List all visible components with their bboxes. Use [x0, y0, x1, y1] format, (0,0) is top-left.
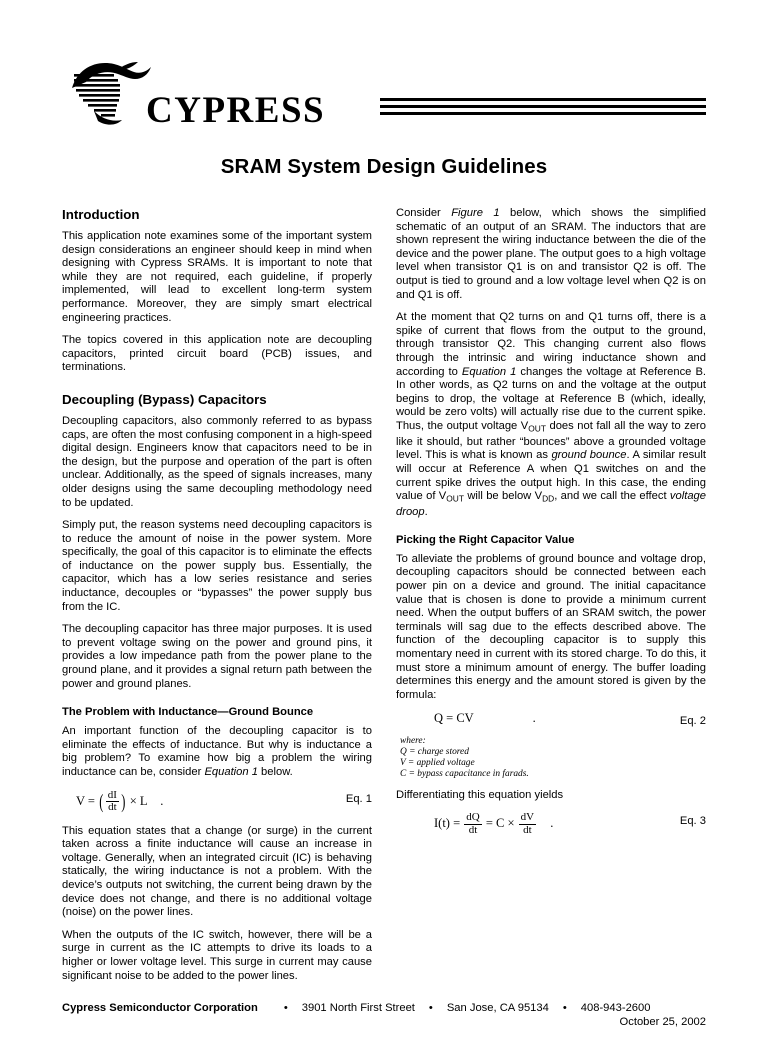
subsection-heading-picking-capacitor: Picking the Right Capacitor Value: [396, 533, 575, 546]
right-paragraph-2: [396, 311, 706, 520]
equation-1-body: V = ( $\frac{dI}{dt}$ ) × L .: [76, 788, 164, 814]
equation-1-reference: Equation 1: [204, 766, 258, 778]
equation-3-row: [396, 812, 706, 836]
footer-address: 3901 North First Street: [301, 1002, 415, 1014]
equation-2-notes: [396, 736, 706, 780]
equation-1-fraction: [106, 790, 119, 814]
equation-1-rhs: × L: [129, 793, 148, 808]
brand-name: CYPRESS: [146, 90, 326, 131]
equation-1-label: Eq. 1: [345, 792, 372, 805]
vout-subscript-1: OUT: [528, 423, 546, 434]
footer-date: October 25, 2002: [619, 1016, 706, 1028]
subsection-heading-inductance: The Problem with Inductance—Ground Bounce: [62, 706, 314, 719]
picking-paragraph-1: To alleviate the problems of ground bounce and voltage drop, decoupling capacitors should be connected between each power pin on a device and ground. The initial capacitance value that is chosen is done to provide a minimum current need. When the output buffers of an SRAM switch, the power terminals will sag due to the effects described above. The function of the decoupling capacitor is to supply this momentary need in current with its stored charge. To do this, it must store a minimum amount of energy. The buffer loading determines this energy and the amount stored is given by the formula:: [396, 552, 706, 701]
equation-3-middle: = C ×: [485, 816, 515, 831]
body-columns: [62, 207, 706, 983]
left-column: [62, 207, 372, 983]
equation-1-reference-2: Equation 1: [461, 365, 517, 378]
figure-1-reference: Figure 1: [451, 207, 500, 219]
inductance-paragraph-3: When the outputs of the IC switch, however, there will be a surge in current as the IC attempts to drive its loads to a higher or lower voltage level. This surge in current may cause significant noise to be added to the power lines.: [62, 928, 372, 982]
equation-1-lhs: V =: [76, 793, 95, 808]
equation-2-row: [396, 712, 706, 729]
equation-3-denominator-2: dt: [519, 824, 536, 837]
equation-2-note-v: V = applied voltage: [400, 757, 475, 768]
intro-paragraph-2: The topics covered in this application note are decoupling capacitors, printed circuit board (PCB) issues, and terminations.: [62, 334, 372, 374]
equation-3-denominator-1: dt: [464, 824, 481, 837]
equation-2-where: where:: [400, 735, 426, 746]
right-p2-text-d: . A similar result will occur at Reference A when Q1 switches on and the current spike drives the output high. In this case, the ending value of V: [396, 449, 706, 503]
logo-rules: [380, 98, 706, 119]
equation-3-body: I(t) = $\frac{dQ}{dt}$ = C × $\frac{dV}{dt}$ .: [434, 811, 554, 837]
document-page: [0, 52, 768, 1046]
differentiating-paragraph: Differentiating this equation yields: [396, 788, 564, 801]
equation-2-note-q: Q = charge stored: [400, 746, 469, 757]
equation-3-fraction-1: [464, 812, 481, 836]
equation-3-numerator-2: dV: [520, 811, 535, 824]
cypress-horse-logo-icon: [72, 58, 152, 130]
equation-1-row: [62, 790, 372, 814]
inductance-p1-text-b: below.: [257, 766, 293, 778]
equation-2-body: Q = CV .: [434, 711, 536, 726]
right-paren: ): [121, 790, 126, 813]
footer-company: Cypress Semiconductor Corporation: [62, 1002, 258, 1014]
vdd-subscript: DD: [542, 493, 555, 504]
right-p1-text-a: Consider: [396, 207, 452, 219]
page-title: SRAM System Design Guidelines: [220, 155, 548, 178]
equation-3-label: Eq. 3: [679, 815, 706, 828]
right-p2-text-g: .: [424, 506, 428, 519]
equation-3-numerator-1: dQ: [466, 811, 480, 824]
right-p2-text-f: , and we call the effect: [554, 490, 670, 503]
equation-3-lhs: I(t) =: [434, 816, 461, 831]
right-column: [396, 207, 706, 983]
footer-phone: 408-943-2600: [580, 1002, 651, 1014]
left-paren: (: [99, 790, 104, 813]
decoupling-paragraph-3: The decoupling capacitor has three major purposes. It is used to prevent voltage swing on the power and ground pins, it provides a low impedance path from the power plane to the ground plane, and it provides a signal return path between the power and ground planes.: [62, 623, 372, 690]
equation-1-denominator: dt: [106, 801, 119, 814]
inductance-paragraph-1: [62, 725, 372, 779]
right-p2-text-b: changes the voltage at Reference B. In other words, as Q2 turns on and the voltage at the output begins to drop, the voltage at Reference B (which, ideally, would be zero volts) will actually rise due to the current spike. Thus, the output voltage V: [396, 365, 707, 432]
footer-bullet-2: •: [428, 1002, 433, 1014]
right-p2-text-e: will be below V: [463, 490, 543, 503]
voltage-droop-term: voltage droop: [396, 490, 706, 519]
equation-1-numerator: dI: [107, 788, 117, 801]
document-header: [62, 52, 706, 147]
vout-subscript-2: OUT: [446, 493, 464, 504]
equation-2-note-c: C = bypass capacitance in farads.: [400, 768, 529, 779]
inductance-p1-text-a: An important function of the decoupling capacitor is to eliminate the effects of inductance. But why is inductance a big problem? To examine how big a problem the wiring inductance can be, consider: [62, 725, 372, 778]
inductance-paragraph-2: This equation states that a change (or surge) in the current taken across a finite inductance will cause an increase in voltage. Generally, when an integrated circuit (IC) is behaving statically, the wiring inductance is not a problem. With the device’s outputs not switching, the current being drawn by the device does not change, and there is no additional voltage (noise) on the power lines.: [62, 824, 372, 919]
right-p2-text-c: does not fall all the way to zero like it should, but rather “bounces” above a grounded voltage level. This is what is known as: [396, 419, 707, 462]
equation-2-expression: Q = CV: [434, 711, 474, 726]
decoupling-paragraph-1: Decoupling capacitors, also commonly referred to as bypass caps, are often the most confusing component in a high-speed digital design. Engineers know that capacitors need to be in the design, but the purpose and operation of the part is often unclear. Additionally, as the speed of signals increases, many older designs using the same decoupling methodology need to be updated.: [62, 414, 372, 509]
decoupling-paragraph-2: Simply put, the reason systems need decoupling capacitors is to reduce the amount of noise in the power system. More specifically, the goal of this capacitor is to eliminate the effects of inductance on the power supply bus. Essentially, the capacitor, which has a low series resistance and series inductance, decouples or “bypasses” the power supply bus from the IC.: [62, 519, 372, 613]
equation-2-label: Eq. 2: [679, 715, 706, 728]
equation-3-fraction-2: [519, 812, 536, 836]
document-footer: [62, 1002, 706, 1028]
right-paragraph-1: [396, 207, 706, 302]
section-heading-introduction: Introduction: [62, 207, 140, 222]
right-p2-text-a: At the moment that Q2 turns on and Q1 turns off, there is a spike of current that flows from the output to the ground, through transistor Q2. This changing current also flows through the intrinsic and wiring inductance shown and according to: [396, 311, 706, 378]
ground-bounce-term: ground bounce: [551, 449, 627, 462]
right-p1-text-b: below, which shows the simplified schematic of an output of an SRAM. The inductors that are shown represent the wiring inductance between the die of the device and the power plane. The output goes to a high voltage level when transistor Q1 is on and transistor Q2 is off. The output is tied to ground and a low voltage level when Q2 is on and Q1 is off.: [396, 207, 706, 301]
intro-paragraph-1: This application note examines some of the important system design considerations an engineer should keep in mind when designing with Cypress SRAMs. It is important to note that while they are not required, each guideline, if properly implemented, will lead to excellent long-term system performance. Moreover, they are simply smart electrical engineering practices.: [62, 230, 372, 324]
footer-city: San Jose, CA 95134: [446, 1002, 549, 1014]
footer-bullet-1: •: [283, 1002, 288, 1014]
footer-bullet-3: •: [562, 1002, 567, 1014]
section-heading-decoupling: Decoupling (Bypass) Capacitors: [62, 391, 267, 407]
